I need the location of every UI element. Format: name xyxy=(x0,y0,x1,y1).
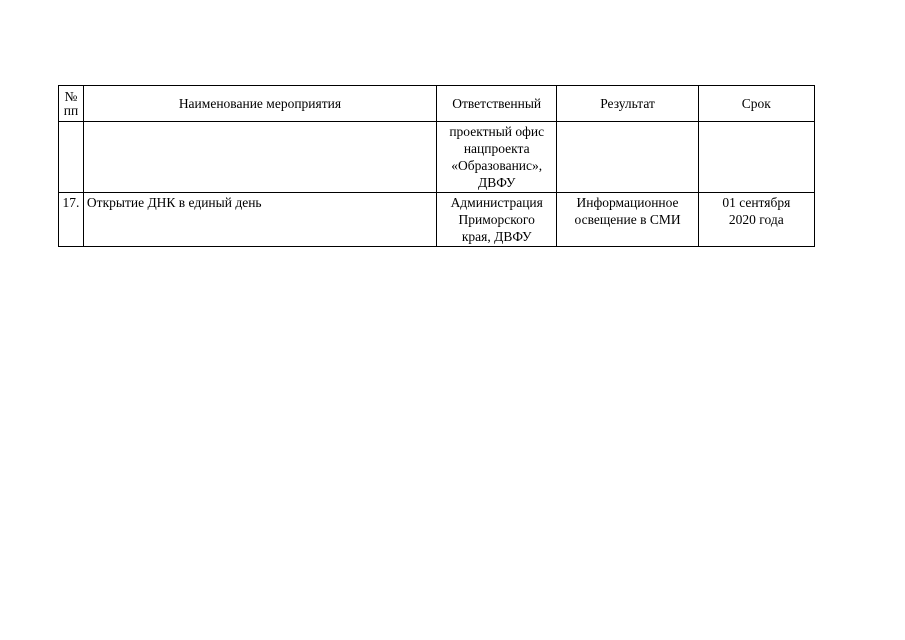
responsible-line: проектный офис xyxy=(449,124,545,139)
events-plan-table xyxy=(58,85,815,247)
cell-deadline xyxy=(698,193,814,247)
result-line: Информационное xyxy=(576,195,679,210)
deadline-line: 01 сентября xyxy=(722,195,791,210)
responsible-line: Администрация xyxy=(450,195,543,210)
responsible-line: края, ДВФУ xyxy=(461,229,532,244)
responsible-line: ДВФУ xyxy=(478,175,516,190)
responsible-line: «Образованис», xyxy=(451,158,543,173)
header-number xyxy=(59,86,84,122)
header-event-name: Наименование мероприятия xyxy=(83,86,436,122)
cell-deadline-empty xyxy=(698,122,814,193)
result-line: освещение в СМИ xyxy=(574,212,681,227)
cell-row-number: 17. xyxy=(59,193,84,247)
cell-responsible xyxy=(436,122,556,193)
header-deadline: Срок xyxy=(698,86,814,122)
header-number-symbol: № xyxy=(64,88,78,104)
header-result: Результат xyxy=(557,86,698,122)
cell-result-empty xyxy=(557,122,698,193)
table-row-17 xyxy=(59,193,815,247)
cell-result xyxy=(557,193,698,247)
cell-responsible xyxy=(436,193,556,247)
header-responsible: Ответственный xyxy=(436,86,556,122)
cell-number-empty xyxy=(59,122,84,193)
deadline-line: 2020 года xyxy=(728,212,784,227)
cell-event-name: Открытие ДНК в единый день xyxy=(83,193,436,247)
responsible-line: Приморского xyxy=(458,212,535,227)
cell-name-empty xyxy=(83,122,436,193)
table-header-row xyxy=(59,86,815,122)
table-row-continuation xyxy=(59,122,815,193)
header-number-abbr: пп xyxy=(63,102,79,118)
responsible-line: нацпроекта xyxy=(463,141,530,156)
